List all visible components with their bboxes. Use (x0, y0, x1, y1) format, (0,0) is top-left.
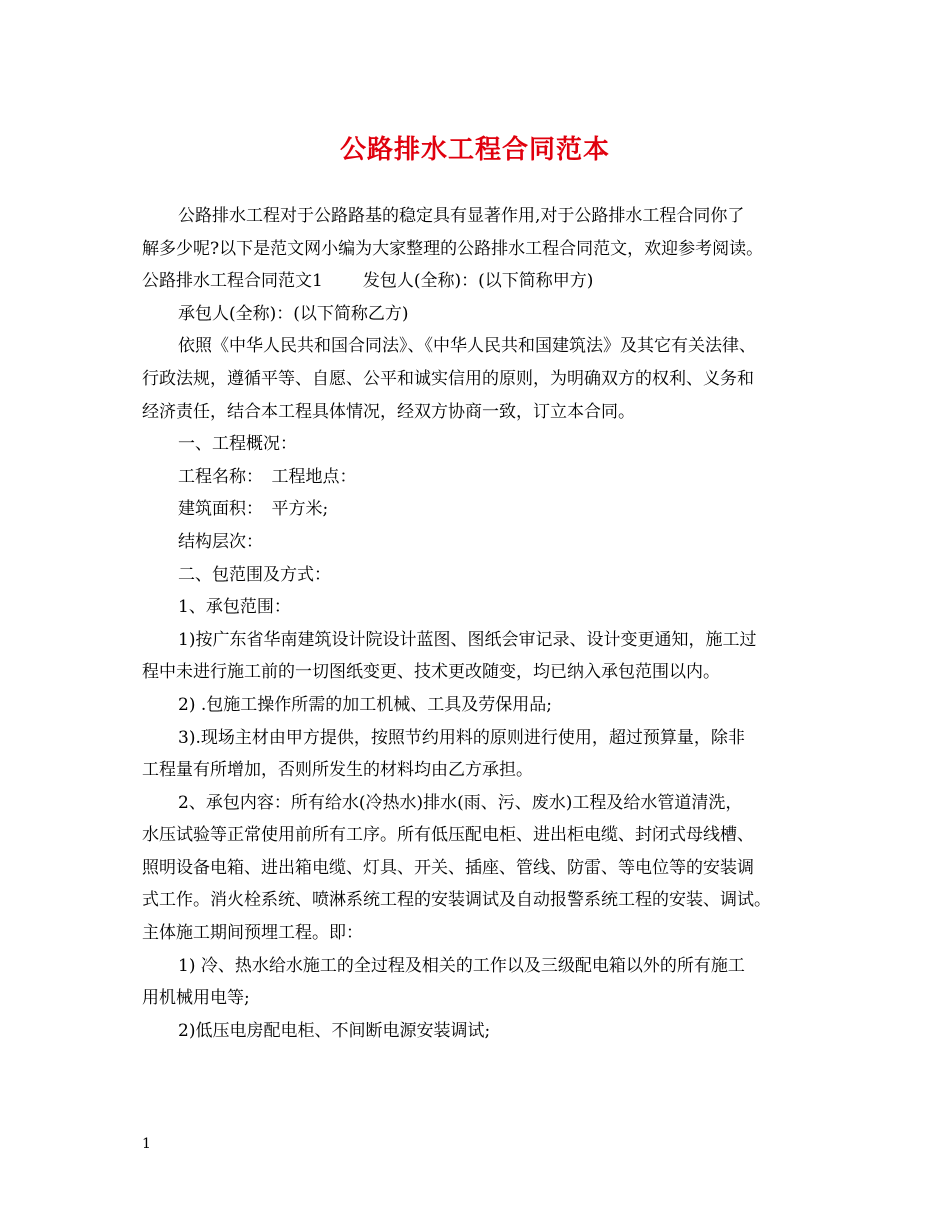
document-body (142, 200, 842, 1047)
text-line: 程中未进行施工前的一切图纸变更、技术更改随变，均已纳入承包范围以内。 (142, 662, 720, 683)
text-line: 照明设备电箱、进出箱电缆、灯具、开关、插座、管线、防雷、等电位等的安装调 (142, 857, 754, 878)
text-line: 主体施工期间预埋工程。即： (142, 923, 363, 944)
text-line: 1) 冷、热水给水施工的全过程及相关的工作以及三级配电箱以外的所有施工 (178, 955, 745, 976)
text-line: 1、承包范围： (178, 597, 291, 618)
text-line: 工程名称： 工程地点： (178, 466, 357, 487)
text-line: 1)按广东省华南建筑设计院设计蓝图、图纸会审记录、设计变更通知，施工过 (178, 629, 757, 650)
text-line: 2) .包施工操作所需的加工机械、工具及劳保用品; (178, 694, 552, 715)
page-number: 1 (142, 1136, 151, 1152)
text-line: 行政法规，遵循平等、自愿、公平和诚实信用的原则，为明确双方的权利、义务和 (142, 368, 754, 389)
text-line: 3).现场主材由甲方提供，按照节约用料的原则进行使用，超过预算量，除非 (178, 727, 745, 748)
text-line: 承包人(全称)：(以下简称乙方) (178, 303, 409, 324)
document-title: 公路排水工程合同范本 (339, 135, 610, 165)
text-line: 水压试验等正常使用前所有工序。所有低压配电柜、进出柜电缆、封闭式母线槽、 (142, 825, 754, 846)
text-line: 2)低压电房配电柜、不间断电源安装调试; (178, 1020, 491, 1041)
text-line: 一、工程概况： (178, 434, 297, 455)
text-line: 解多少呢?以下是范文网小编为大家整理的公路排水工程合同范文，欢迎参考阅读。 (142, 238, 764, 259)
section-heading: 公路排水工程合同范文1 (142, 271, 323, 292)
text-line: 式工作。消火栓系统、喷淋系统工程的安装调试及自动报警系统工程的安装、调试。 (142, 890, 771, 911)
text-segment: 发包人(全称)：(以下简称甲方) (362, 271, 594, 292)
text-line: 二、包范围及方式： (178, 564, 331, 585)
text-line: 公路排水工程对于公路路基的稳定具有显著作用,对于公路排水工程合同你了 (178, 206, 745, 226)
text-line: 2、承包内容：所有给水(冷热水)排水(雨、污、废水)工程及给水管道清洗， (178, 792, 743, 813)
text-line: 建筑面积： 平方米; (178, 499, 329, 520)
text-line: 结构层次： (178, 531, 263, 552)
text-line: 工程量有所增加，否则所发生的材料均由乙方承担。 (142, 760, 533, 781)
text-line (142, 265, 842, 298)
text-line: 用机械用电等; (142, 988, 250, 1009)
text-line: 经济责任，结合本工程具体情况，经双方协商一致，订立本合同。 (142, 401, 635, 422)
text-line: 依照《中华人民共和国合同法》、《中华人民共和国建筑法》及其它有关法律、 (178, 336, 756, 357)
